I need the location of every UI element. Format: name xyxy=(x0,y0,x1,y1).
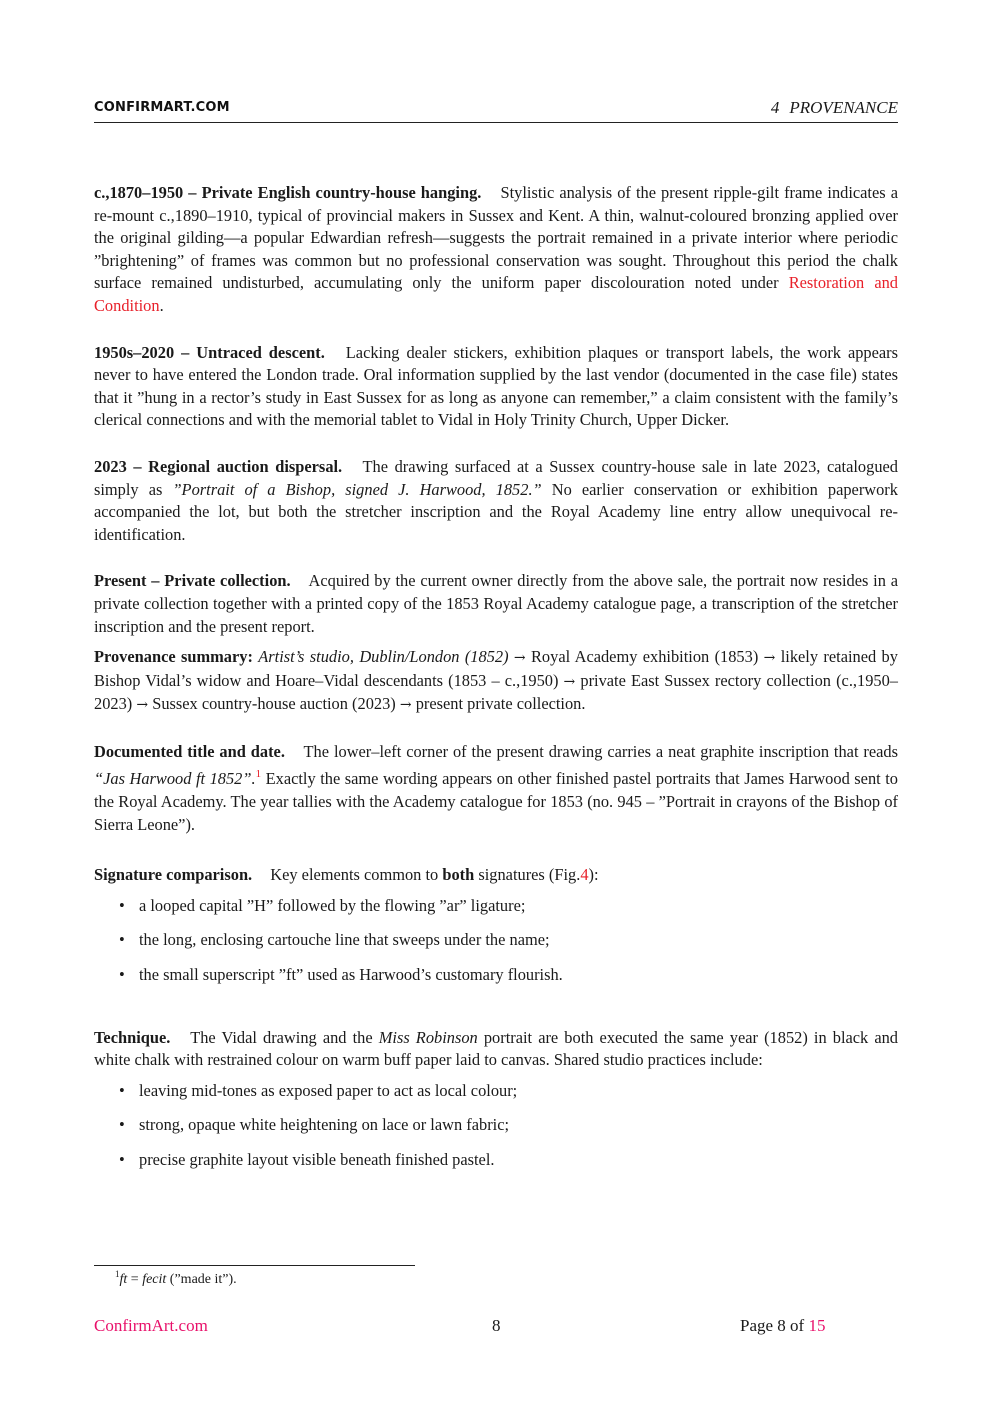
list-item: • strong, opaque white heightening on lace or lawn fabric; xyxy=(94,1114,898,1137)
paragraph-lead: Documented title and date. xyxy=(94,741,285,761)
footnote-text: (”made it”). xyxy=(169,1272,237,1287)
page-label: Page 8 of xyxy=(740,1316,805,1335)
summary-step: private East Sussex rectory collection (c.,1950–2023) xyxy=(94,670,898,714)
footer-page-number: 8 xyxy=(492,1316,501,1335)
period: . xyxy=(159,295,164,315)
paragraph-text: ): xyxy=(588,865,599,885)
provenance-summary xyxy=(94,646,898,717)
technique-list xyxy=(94,1080,898,1172)
paragraph-text: Exactly the same wording appears on other finished pastel portraits that James Harwood sent to the Royal Academy. The year tallies with the Academy catalogue for 1853 (no. 945 – ”Portrait in crayons of the Bishop of Sierra Leone”). xyxy=(94,769,898,834)
paragraph-lead: Provenance summary: xyxy=(94,647,253,667)
paragraph-technique xyxy=(94,1027,898,1072)
site-logo[interactable]: CONFIRMART.COM xyxy=(94,100,230,115)
footnote-equals: = xyxy=(130,1272,139,1287)
paragraph-lead: c.,1870–1950 – Private English country-house hanging. xyxy=(94,183,482,202)
paragraph-text: The drawing surfaced at a Sussex country-house sale in late 2023, catalogued simply as xyxy=(94,456,898,499)
paragraph-text: signatures (Fig. xyxy=(478,865,581,885)
footnote-divider xyxy=(94,1265,415,1266)
arrow-icon: → xyxy=(563,673,576,690)
paragraph-text: Key elements common to xyxy=(270,865,439,885)
list-item: • leaving mid-tones as exposed paper to act as local colour; xyxy=(94,1080,898,1103)
paragraph-1950s-2020 xyxy=(94,342,898,432)
paragraph-text: Lacking dealer stickers, exhibition plaques or transport labels, the work appears never to have entered the London trade. Oral information supplied by the last vendor (documented in the case file) states that it ”hung in a rector’s study in East Sussex for as long as anyone can remember,” a claim consistent with the family’s clerical connections and with the memorial tablet to Vidal in Holy Trinity Church, Upper Dicker. xyxy=(94,342,899,430)
paragraph-1870-1950 xyxy=(94,182,898,318)
paragraph-lead: 2023 – Regional auction dispersal. xyxy=(94,456,343,476)
arrow-icon: → xyxy=(513,650,526,667)
footer-site-link[interactable]: ConfirmArt.com xyxy=(94,1316,208,1335)
inscription-quote: “Jas Harwood ft 1852”. xyxy=(94,769,256,789)
footnote-link[interactable]: 1 xyxy=(255,768,262,781)
summary-step: present private collection. xyxy=(415,694,586,714)
paragraph-lead: Signature comparison. xyxy=(94,865,253,885)
summary-origin: Artist’s studio, Dublin/London (1852) xyxy=(258,647,509,667)
footer-page-of xyxy=(740,1316,825,1336)
paragraph-text: The Vidal drawing and the xyxy=(190,1027,373,1047)
paragraph-text: The lower–left corner of the present drawing carries a neat graphite inscription that reads xyxy=(303,741,898,761)
list-item: • precise graphite layout visible beneath finished pastel. xyxy=(94,1149,898,1172)
paragraph-documented-title xyxy=(94,741,898,836)
paragraph-text: Acquired by the current owner directly from the above sale, the portrait now resides in a private collection together with a printed copy of the 1853 Royal Academy catalogue page, a transcription of the stretcher inscription and the present report. xyxy=(94,571,898,636)
total-pages-link[interactable]: 15 xyxy=(808,1316,826,1335)
document-body xyxy=(94,182,898,1184)
paragraph-lead: 1950s–2020 – Untraced descent. xyxy=(94,342,325,362)
catalogue-title: ”Portrait of a Bishop, signed J. Harwood, 1852.” xyxy=(172,479,542,499)
emphasis-both: both xyxy=(442,865,475,885)
list-item: • the long, enclosing cartouche line that sweeps under the name; xyxy=(94,929,898,952)
arrow-icon: → xyxy=(399,697,412,714)
section-title: PROVENANCE xyxy=(789,98,898,117)
list-item: • the small superscript ”ft” used as Harwood’s customary flourish. xyxy=(94,964,898,987)
arrow-icon: → xyxy=(136,697,149,714)
paragraph-present xyxy=(94,570,898,638)
summary-step: likely retained by Bishop Vidal’s widow and Hoare–Vidal descendants (1853 – c.,1950) xyxy=(94,647,898,690)
page-header xyxy=(94,98,898,123)
paragraph-text: portrait are both executed the same year (1852) in black and white chalk with restrained colour on warm buff paper laid to canvas. Shared studio practices include: xyxy=(94,1027,899,1070)
page-footer xyxy=(94,1316,898,1338)
paragraph-2023 xyxy=(94,456,898,546)
signature-list xyxy=(94,895,898,987)
running-header xyxy=(771,98,898,118)
footnote-latin: fecit xyxy=(142,1272,167,1287)
restoration-condition-link[interactable]: Restoration and Condition xyxy=(94,273,898,315)
footnote xyxy=(115,1269,237,1288)
figure-link[interactable]: 4 xyxy=(580,865,589,885)
list-item: • a looped capital ”H” followed by the flowing ”ar” ligature; xyxy=(94,895,898,918)
footnote-number: 1 xyxy=(115,1269,120,1279)
summary-step: Sussex country-house auction (2023) xyxy=(152,694,396,714)
portrait-title: Miss Robinson xyxy=(378,1027,478,1047)
footnote-term: ft xyxy=(119,1272,128,1287)
paragraph-text: Stylistic analysis of the present ripple-gilt frame indicates a re-mount c.,1890–1910, typical of provincial makers in Sussex and Kent. A thin, walnut-coloured bronzing applied over the original gilding—a popular Edwardian refresh—suggests the portrait remained in a private interior where periodic ”brightening” of frames was common but no professional conservation was sought. Throughout this period the chalk surface remained undisturbed, accumulating only the uniform paper discolouration noted under xyxy=(94,183,898,293)
paragraph-text: No earlier conservation or exhibition paperwork accompanied the lot, but both the stretcher inscription and the Royal Academy line entry allow unequivocal re-identification. xyxy=(94,479,898,544)
summary-step: Royal Academy exhibition (1853) xyxy=(531,647,759,667)
section-number: 4 xyxy=(770,98,780,117)
paragraph-signature-comparison xyxy=(94,864,898,887)
paragraph-lead: Technique. xyxy=(94,1027,171,1047)
arrow-icon: → xyxy=(763,650,776,667)
paragraph-lead: Present – Private collection. xyxy=(94,571,291,591)
